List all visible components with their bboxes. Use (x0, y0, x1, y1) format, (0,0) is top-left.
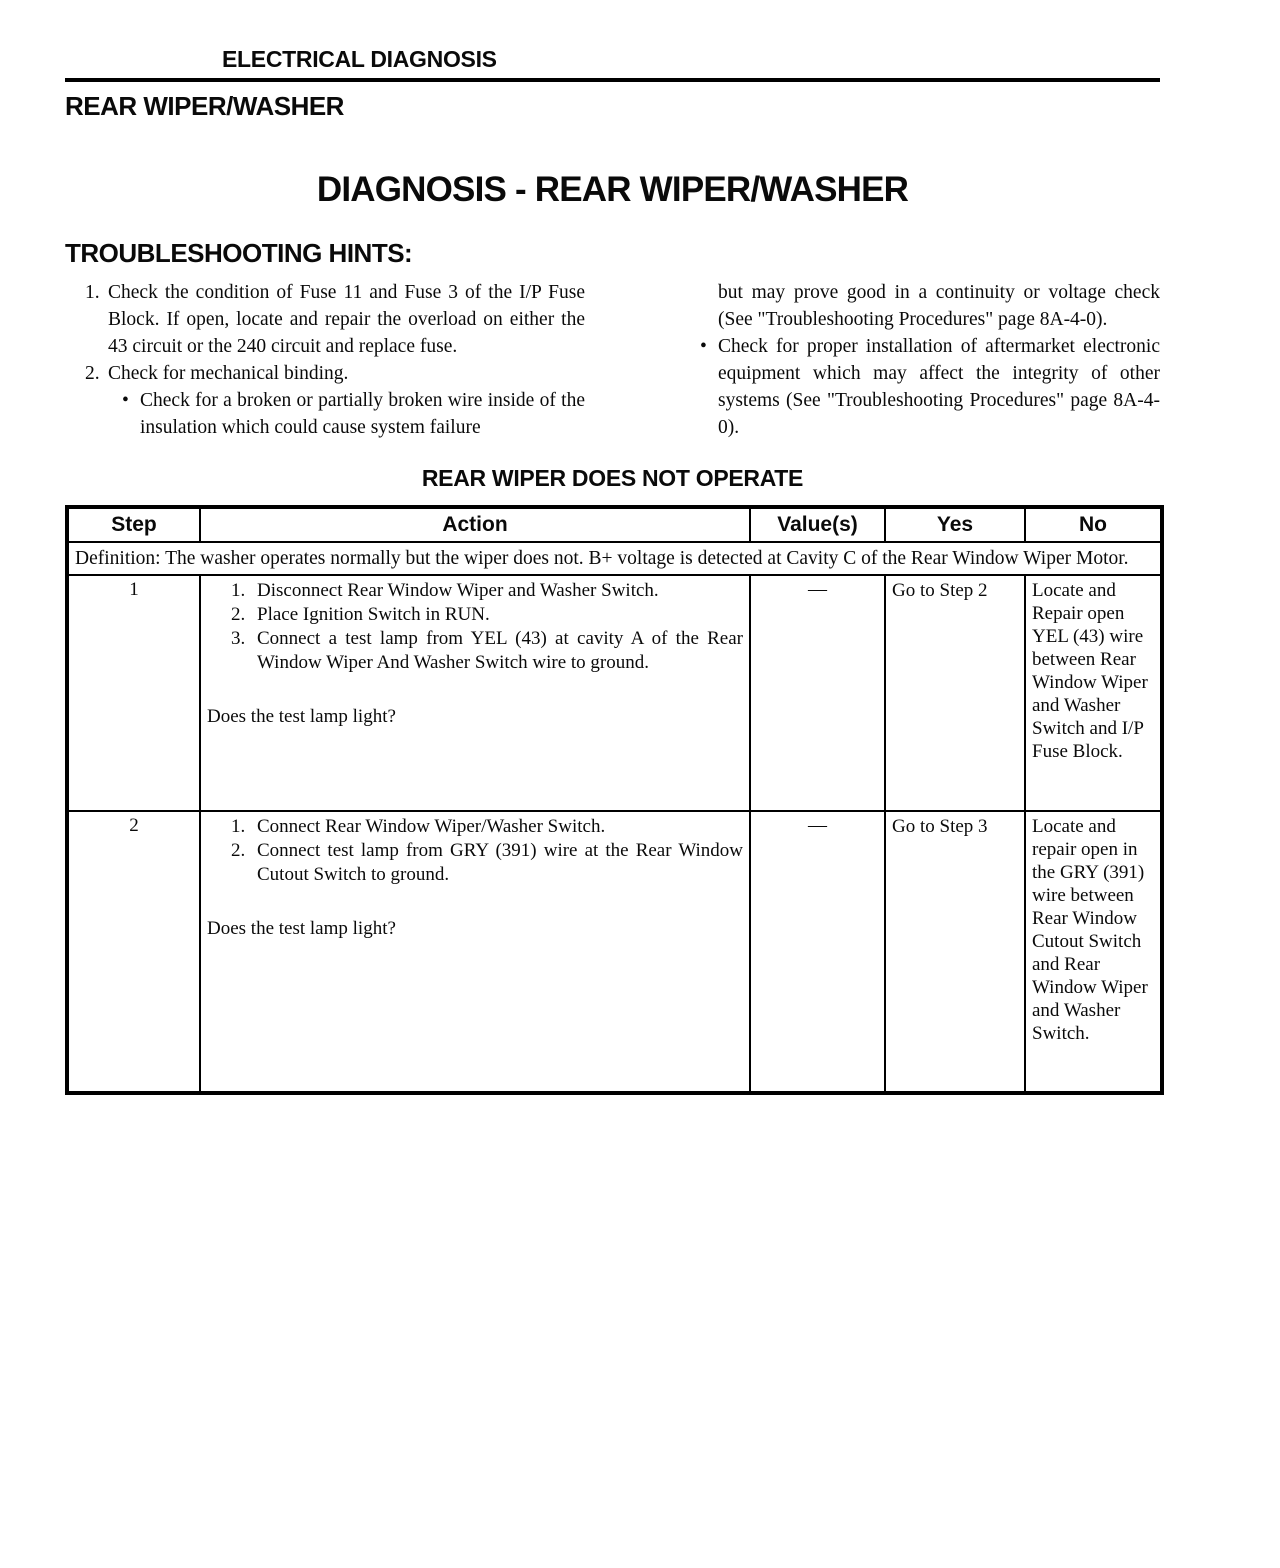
action-item (231, 603, 743, 627)
table-header-row (67, 507, 1162, 542)
diagnosis-table (65, 505, 1164, 1095)
action-text: Connect Rear Window Wiper/Washer Switch. (257, 816, 606, 837)
yes-cell: Go to Step 2 (885, 575, 1025, 811)
yes-cell: Go to Step 3 (885, 811, 1025, 1093)
bullet-icon: • (700, 336, 707, 357)
action-cell (200, 575, 750, 811)
hint-text: Check for a broken or partially broken wire inside of the insulation which could cause system failure (140, 390, 585, 438)
hint-text: Check for proper installation of aftermarket electronic equipment which may affect the integrity of other systems (See "Troubleshooting Procedures" page 8A-4-0). (718, 336, 1160, 438)
table-title: REAR WIPER DOES NOT OPERATE (421, 465, 804, 491)
column-header-no: No (1025, 507, 1162, 542)
column-header-action: Action (200, 507, 750, 542)
definition-row (67, 542, 1162, 575)
page-title: DIAGNOSIS - REAR WIPER/WASHER (316, 170, 909, 209)
hint-marker: 1. (85, 282, 100, 303)
page-content (0, 46, 1280, 1095)
column-header-values: Value(s) (750, 507, 885, 542)
step-number: 2 (67, 811, 200, 1093)
bullet-icon: • (122, 390, 129, 411)
hints-heading: TROUBLESHOOTING HINTS: (65, 238, 413, 268)
action-text: Disconnect Rear Window Wiper and Washer Switch. (257, 580, 659, 601)
action-list (231, 579, 743, 675)
section-title: REAR WIPER/WASHER (65, 91, 344, 121)
hint-item (700, 333, 1160, 441)
table-row (67, 811, 1162, 1093)
action-text: Place Ignition Switch in RUN. (257, 604, 490, 625)
no-cell: Locate and Repair open YEL (43) wire between Rear Window Wiper and Washer Switch and I/P Fuse Block. (1025, 575, 1162, 811)
no-cell: Locate and repair open in the GRY (391) wire between Rear Window Cutout Switch and Rear Window Wiper and Washer Switch. (1025, 811, 1162, 1093)
action-item (231, 839, 743, 887)
step-number: 1 (67, 575, 200, 811)
action-number: 2. (231, 604, 246, 625)
hints-left-column (85, 279, 585, 441)
hint-continuation: but may prove good in a continuity or voltage check (See "Troubleshooting Procedures" page 8A-4-0). (718, 282, 1160, 330)
action-number: 2. (231, 840, 246, 861)
hints-right-column (700, 279, 1160, 441)
hints-columns (65, 279, 1160, 441)
hint-text: Check for mechanical binding. (108, 363, 349, 384)
action-number: 3. (231, 628, 246, 649)
hint-item (85, 279, 585, 360)
action-item (231, 815, 743, 839)
value-cell: — (750, 811, 885, 1093)
action-number: 1. (231, 580, 246, 601)
value-cell: — (750, 575, 885, 811)
action-item (231, 627, 743, 675)
column-header-yes: Yes (885, 507, 1025, 542)
hint-marker: 2. (85, 363, 100, 384)
hint-text: Check the condition of Fuse 11 and Fuse 3 of the I/P Fuse Block. If open, locate and repair the overload on either the 43 circuit or the 240 circuit and replace fuse. (108, 282, 585, 357)
table-row (67, 575, 1162, 811)
action-list (231, 815, 743, 887)
definition-text: Definition: The washer operates normally but the wiper does not. B+ voltage is detected at Cavity C of the Rear Window Wiper Motor. (67, 542, 1162, 575)
action-cell (200, 811, 750, 1093)
action-question: Does the test lamp light? (207, 706, 396, 727)
action-question: Does the test lamp light? (207, 918, 396, 939)
column-header-step: Step (67, 507, 200, 542)
running-title: ELECTRICAL DIAGNOSIS (222, 46, 497, 72)
action-text: Connect test lamp from GRY (391) wire at the Rear Window Cutout Switch to ground. (257, 840, 743, 885)
hint-item (85, 360, 585, 387)
hint-item (122, 387, 585, 441)
action-item (231, 579, 743, 603)
action-number: 1. (231, 816, 246, 837)
action-text: Connect a test lamp from YEL (43) at cavity A of the Rear Window Wiper And Washer Switch wire to ground. (257, 628, 743, 673)
header-rule (65, 78, 1160, 82)
